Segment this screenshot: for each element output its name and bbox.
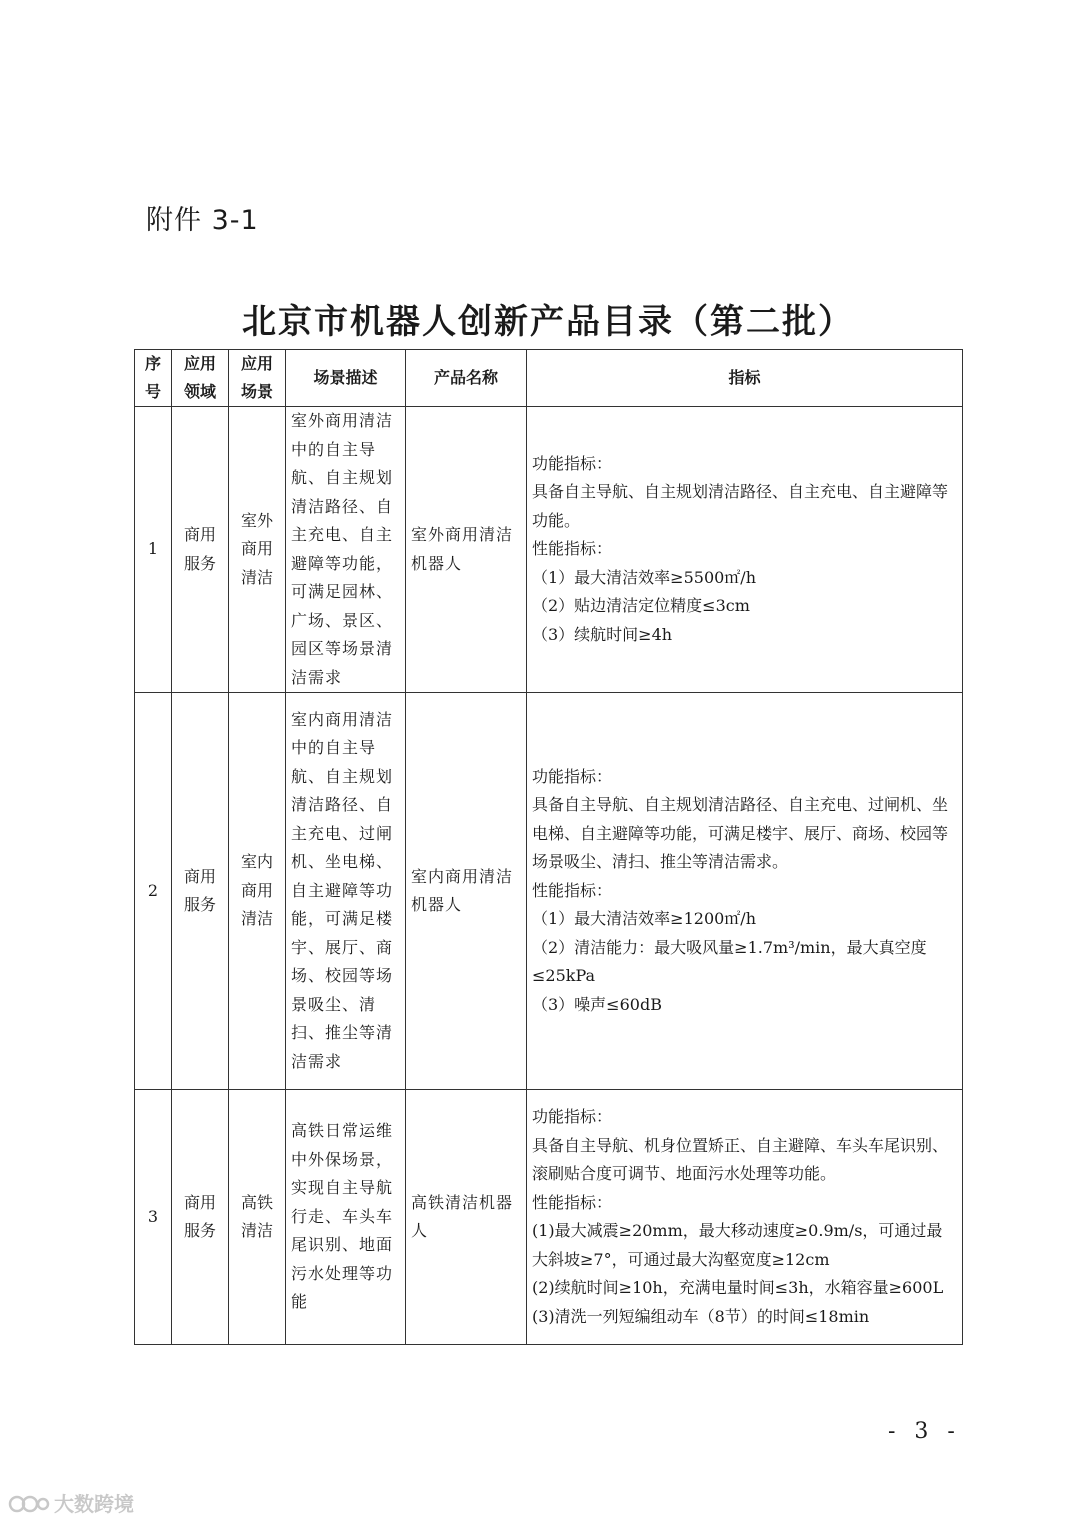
- indicator-line: 具备自主导航、自主规划清洁路径、自主充电、过闸机、坐电梯、自主避障等功能，可满足楼宇、展厅、商场、校园等场景吸尘、清扫、推尘等清洁需求。: [532, 795, 949, 872]
- row-no: 2: [135, 693, 172, 1090]
- table-header-row: [135, 350, 963, 407]
- page-number: - 3 -: [888, 1419, 961, 1444]
- row-desc: 高铁日常运维中外保场景，实现自主导航行走、车头车尾识别、地面污水处理等功能: [286, 1090, 406, 1345]
- indicator-line: 性能指标：: [532, 539, 613, 559]
- row-no: 1: [135, 407, 172, 693]
- indicator-line: 功能指标：: [532, 1107, 613, 1126]
- table-row: [135, 1090, 963, 1345]
- row-product: 室外商用清洁机器人: [406, 407, 527, 693]
- header-no: 序号: [135, 350, 172, 407]
- row-indicators: [527, 693, 963, 1090]
- indicator-line: 具备自主导航、自主规划清洁路径、自主充电、自主避障等功能。: [532, 482, 949, 530]
- indicator-line: （2）清洁能力：最大吸风量≥1.7m³/min，最大真空度≤25kPa: [532, 937, 927, 986]
- indicator-line: 性能指标：: [532, 880, 613, 900]
- indicator-line: （1）最大清洁效率≥1200㎡/h: [532, 909, 757, 929]
- header-scene: 应用场景: [229, 350, 286, 407]
- row-indicators: [527, 407, 963, 693]
- row-field: 商用服务: [172, 1090, 229, 1345]
- indicator-line: （1）最大清洁效率≥5500㎡/h: [532, 567, 757, 587]
- row-no: 3: [135, 1090, 172, 1345]
- indicator-line: (3)清洗一列短编组动车（8节）的时间≤18min: [532, 1306, 870, 1326]
- row-scene: 室内商用清洁: [229, 693, 286, 1090]
- row-indicators: [527, 1090, 963, 1345]
- indicator-line: 功能指标：: [532, 453, 613, 473]
- product-catalog-table: [134, 349, 963, 1345]
- row-scene: 室外商用清洁: [229, 407, 286, 693]
- watermark: [8, 1488, 134, 1517]
- watermark-logo-icon: [8, 1491, 50, 1515]
- row-field: 商用服务: [172, 693, 229, 1090]
- indicator-line: （3）噪声≤60dB: [532, 994, 662, 1014]
- header-desc: 场景描述: [286, 350, 406, 407]
- indicator-line: (2)续航时间≥10h，充满电量时间≤3h，水箱容量≥600L: [532, 1278, 944, 1297]
- indicator-line: （2）贴边清洁定位精度≤3cm: [532, 596, 750, 616]
- row-product: 高铁清洁机器人: [406, 1090, 527, 1345]
- indicator-line: 具备自主导航、机身位置矫正、自主避障、车头车尾识别、滚刷贴合度可调节、地面污水处理等功能。: [532, 1135, 949, 1183]
- watermark-text: 大数跨境: [54, 1492, 134, 1516]
- row-field: 商用服务: [172, 407, 229, 693]
- header-product: 产品名称: [406, 350, 527, 407]
- indicator-line: (1)最大减震≥20mm，最大移动速度≥0.9m/s，可通过最大斜坡≥7°，可通过最大沟壑宽度≥12cm: [532, 1221, 943, 1269]
- row-desc: 室内商用清洁中的自主导航、自主规划清洁路径、自主充电、过闸机、坐电梯、自主避障等功能，可满足楼宇、展厅、商场、校园等场景吸尘、清扫、推尘等清洁需求: [286, 693, 406, 1090]
- row-product: 室内商用清洁机器人: [406, 693, 527, 1090]
- indicator-line: （3）续航时间≥4h: [532, 624, 673, 644]
- attachment-label: 附件 3-1: [146, 205, 259, 236]
- row-desc: 室外商用清洁中的自主导航、自主规划清洁路径、自主充电、自主避障等功能，可满足园林、广场、景区、园区等场景清洁需求: [286, 407, 406, 693]
- indicator-line: 功能指标：: [532, 766, 613, 786]
- row-scene: 高铁清洁: [229, 1090, 286, 1345]
- table-row: [135, 407, 963, 693]
- table-row: [135, 693, 963, 1090]
- document-title: 北京市机器人创新产品目录（第二批）: [242, 302, 854, 342]
- header-field: 应用领域: [172, 350, 229, 407]
- header-indicators: 指标: [527, 350, 963, 407]
- indicator-line: 性能指标：: [532, 1192, 613, 1212]
